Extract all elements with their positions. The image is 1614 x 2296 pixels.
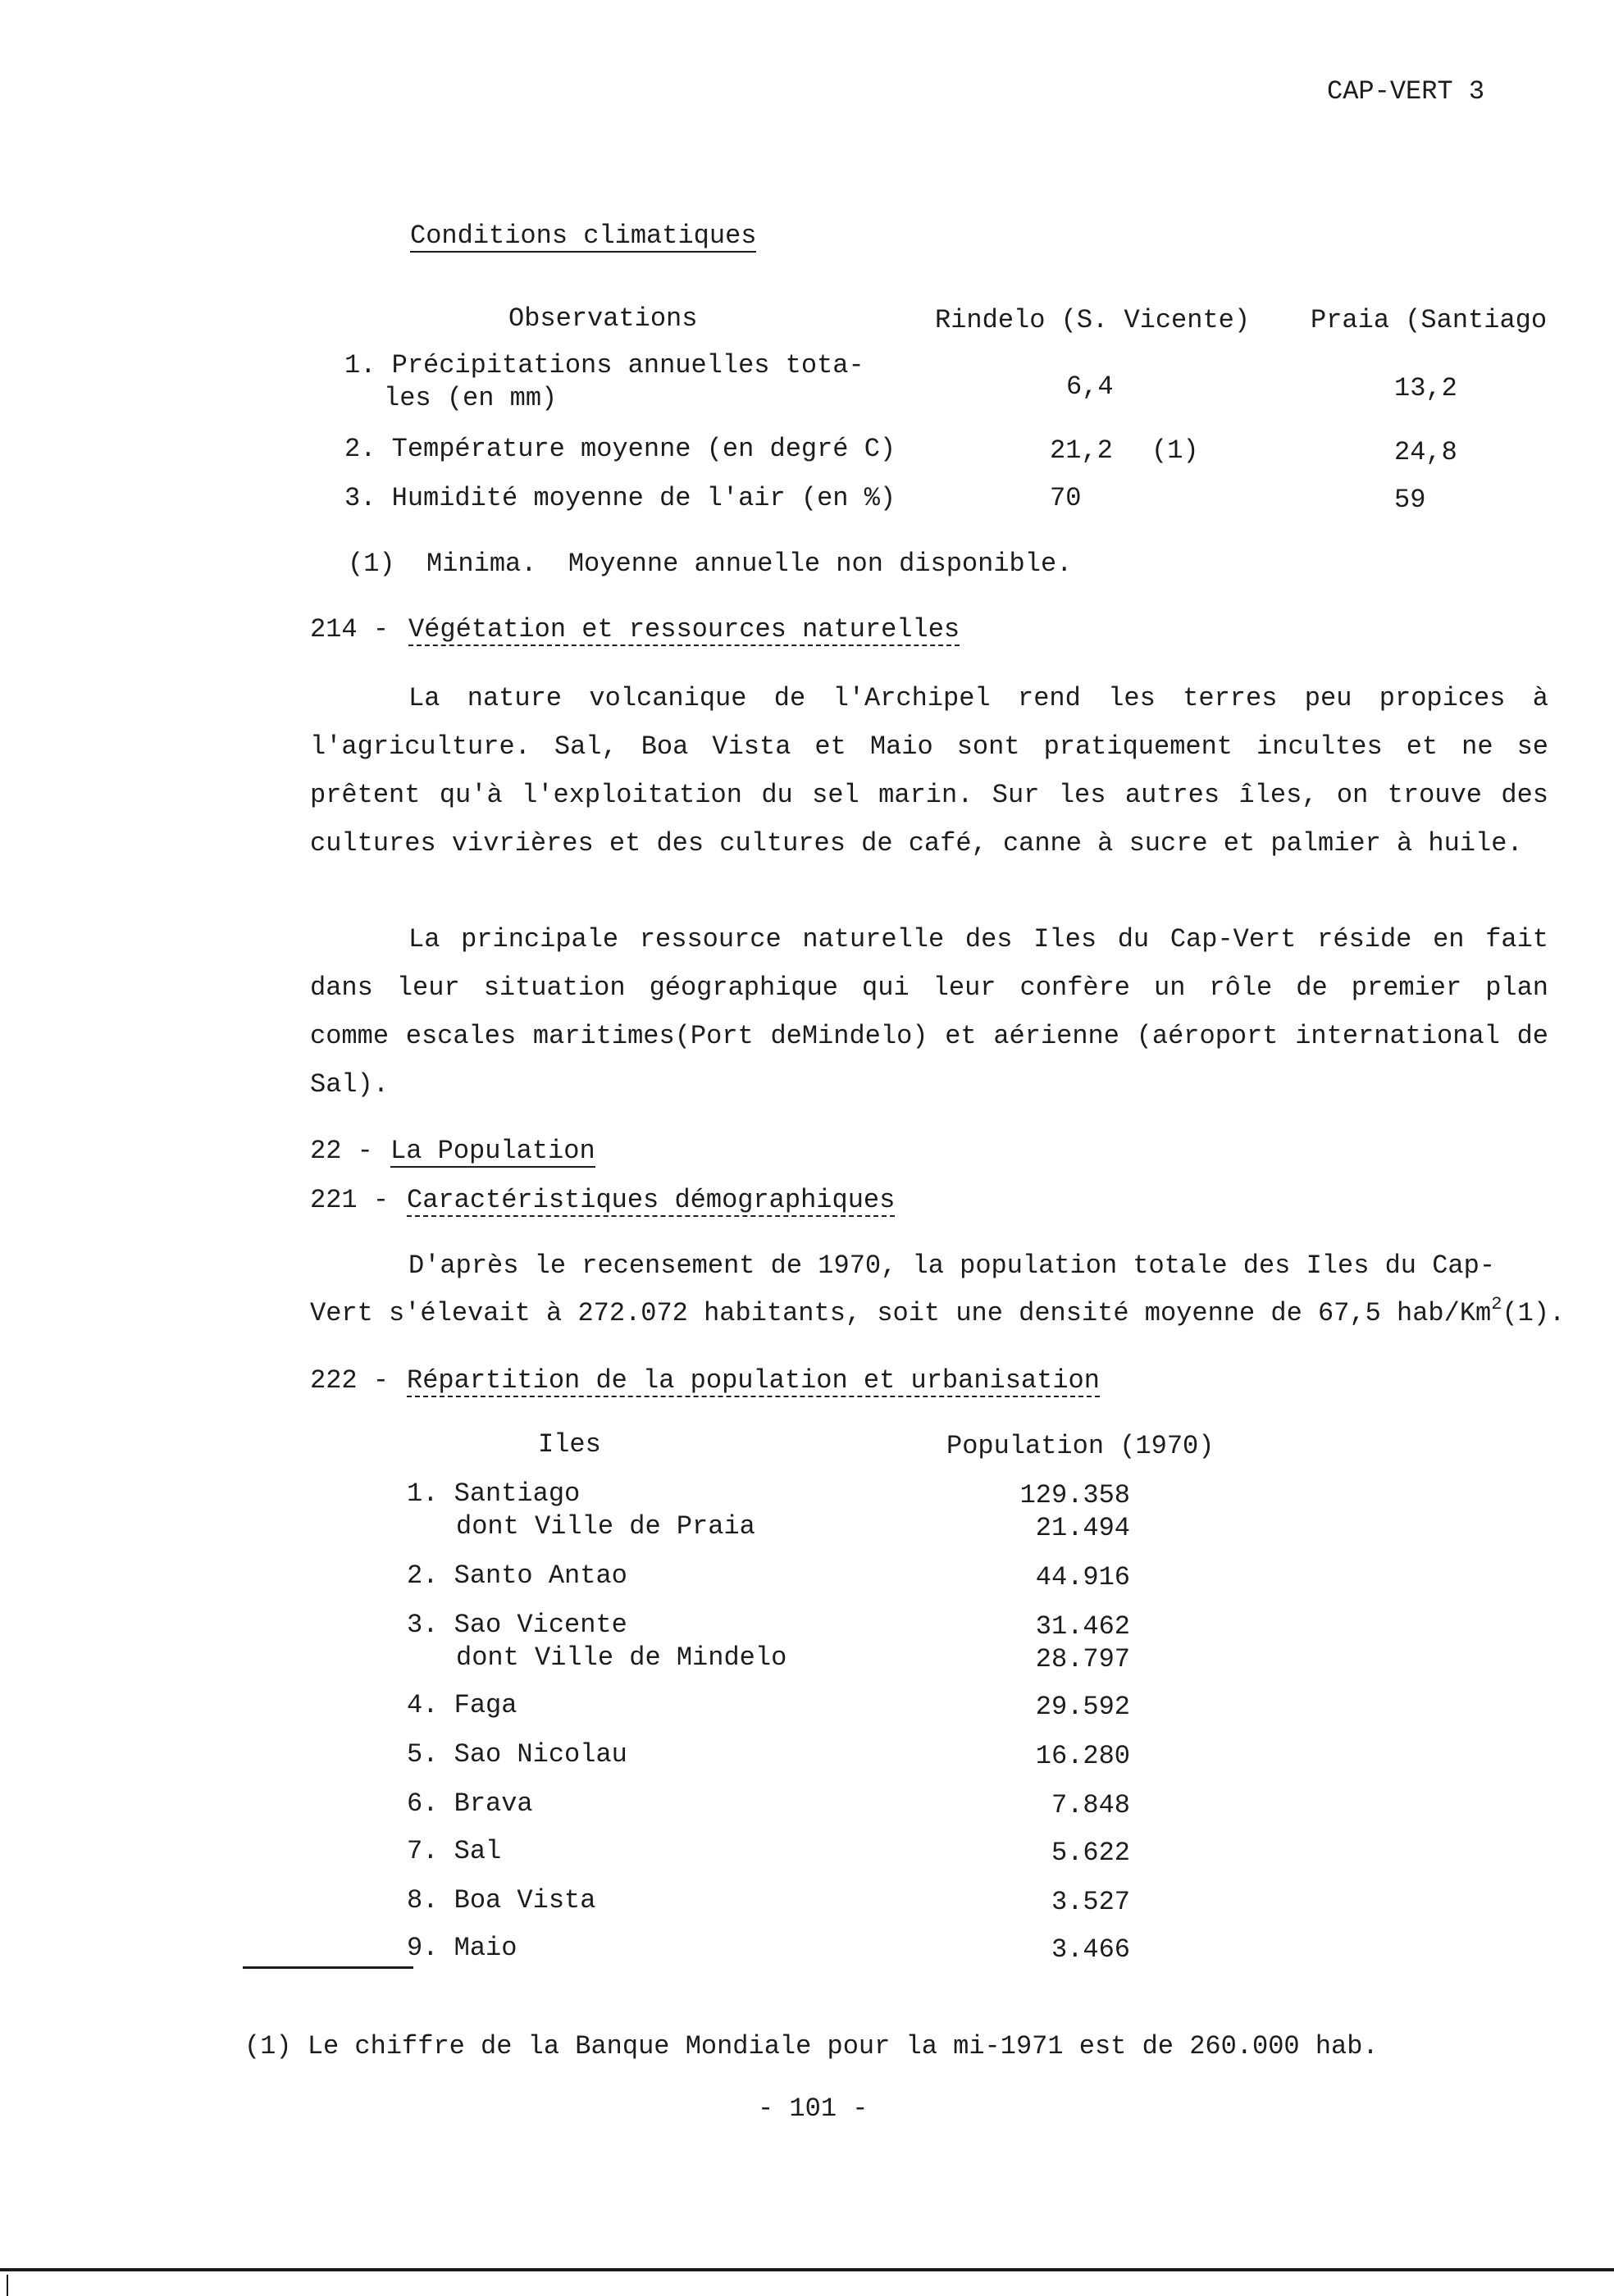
island-8-name: 8. Boa Vista (407, 1885, 596, 1916)
section-214-title: Végétation et ressources naturelles (408, 614, 960, 645)
island-6-name: 6. Brava (407, 1788, 533, 1819)
climate-row-1-praia: 13,2 (1394, 373, 1457, 403)
section-214-paragraph-2: La principale ressource naturelle des Iles du Cap-Vert réside en fait dans leur situation géographique qui leur confère un rôle de premier plan comme escales maritimes(Port deMindelo) et aérienne (aéroport international de Sal). (310, 924, 1548, 1100)
island-9-population: 3.466 (1051, 1934, 1130, 1965)
page-number: - 101 - (758, 2093, 869, 2124)
island-5-name: 5. Sao Nicolau (407, 1739, 627, 1770)
section-221-number: 221 - (310, 1185, 390, 1215)
island-3-name: 3. Sao Vicente (407, 1610, 627, 1640)
island-7-population: 5.622 (1051, 1838, 1130, 1868)
island-3-sub-name: dont Ville de Mindelo (456, 1642, 787, 1673)
section-214-paragraph-1: La nature volcanique de l'Archipel rend les terres peu propices à l'agriculture. Sal, Boa Vista et Maio sont pratiquement incultes et ne se prêtent qu'à l'exploitation du sel marin. Sur les autres îles, on trouve des cultures vivrières et des cultures de café, canne à sucre et palmier à huile. (310, 683, 1548, 859)
island-3-population: 31.462 (1035, 1611, 1130, 1642)
footnote: (1) Le chiffre de la Banque Mondiale pour la mi-1971 est de 260.000 hab. (244, 2031, 1379, 2061)
island-6-population: 7.848 (1051, 1790, 1130, 1820)
climate-row-3-praia: 59 (1394, 485, 1426, 515)
climate-row-1-label: 1. Précipitations annuelles tota- (344, 350, 864, 380)
section-221-line-2-text: Vert s'élevait à 272.072 habitants, soit une densité moyenne de 67,5 hab/Km (310, 1298, 1492, 1328)
island-2-population: 44.916 (1035, 1562, 1130, 1592)
climate-row-3-rindelo: 70 (1050, 483, 1082, 513)
section-222-title: Répartition de la population et urbanisation (407, 1365, 1100, 1396)
footnote-rule (243, 1966, 413, 1969)
island-7-name: 7. Sal (407, 1836, 502, 1866)
climate-title: Conditions climatiques (410, 221, 757, 251)
scan-bottom-rule (0, 2268, 1614, 2271)
section-222-number: 222 - (310, 1365, 390, 1396)
island-4-name: 4. Faga (407, 1690, 517, 1720)
island-9-name: 9. Maio (407, 1933, 517, 1963)
section-22-title: La Population (390, 1136, 595, 1166)
island-4-population: 29.592 (1035, 1692, 1130, 1722)
island-5-population: 16.280 (1035, 1741, 1130, 1771)
scan-edge-mark (7, 2275, 8, 2296)
island-2-name: 2. Santo Antao (407, 1560, 627, 1591)
col-praia: Praia (Santiago (1311, 305, 1548, 335)
section-221-line-1: D'après le recensement de 1970, la population totale des Iles du Cap- (408, 1250, 1496, 1281)
col-population: Population (1970) (946, 1431, 1215, 1461)
island-1-sub-name: dont Ville de Praia (456, 1511, 755, 1542)
island-1-population: 129.358 (1019, 1480, 1130, 1510)
climate-row-2-rindelo: 21,2 (1050, 435, 1113, 466)
section-22-number: 22 - (310, 1136, 373, 1166)
col-rindelo: Rindelo (S. Vicente) (935, 305, 1251, 335)
running-head: CAP-VERT 3 (1327, 76, 1485, 107)
climate-row-1-label-cont: les (en mm) (384, 383, 558, 413)
climate-row-2-note-ref: (1) (1151, 435, 1199, 466)
section-221-title: Caractéristiques démographiques (407, 1185, 896, 1215)
climate-row-1-rindelo: 6,4 (1066, 371, 1114, 402)
island-1-name: 1. Santiago (407, 1478, 581, 1509)
footnote-ref: (1). (1502, 1298, 1566, 1328)
section-221-line-2 (310, 1294, 1566, 1328)
squared-superscript: 2 (1491, 1294, 1502, 1314)
climate-row-2-label: 2. Température moyenne (en degré C) (344, 434, 896, 464)
island-8-population: 3.527 (1051, 1887, 1130, 1917)
climate-row-2-praia: 24,8 (1394, 437, 1457, 467)
island-1-sub-population: 21.494 (1035, 1513, 1130, 1543)
col-observations: Observations (508, 303, 698, 334)
climate-note: (1) Minima. Moyenne annuelle non disponible. (348, 549, 1073, 579)
climate-row-3-label: 3. Humidité moyenne de l'air (en %) (344, 483, 896, 513)
section-214-number: 214 - (310, 614, 390, 645)
island-3-sub-population: 28.797 (1035, 1644, 1130, 1674)
col-islands: Iles (538, 1429, 601, 1460)
